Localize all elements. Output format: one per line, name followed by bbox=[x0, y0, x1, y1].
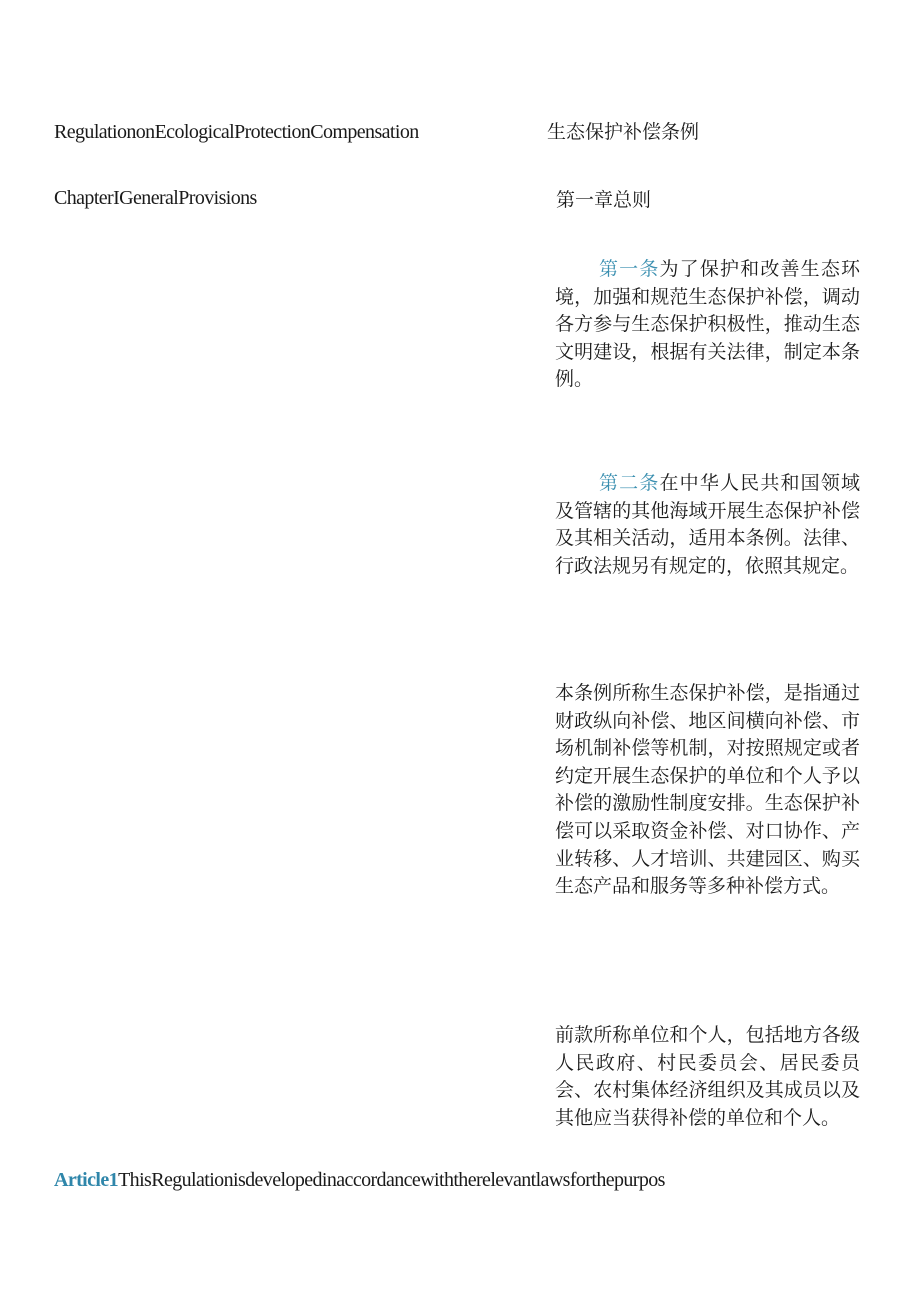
article-1-text-en: ThisRegulationisdevelopedinaccordancewiththerelevantlawsforthepurpos bbox=[118, 1169, 665, 1191]
article-1-zh bbox=[555, 256, 860, 394]
article-2-text-zh: 在中华人民共和国领域及管辖的其他海域开展生态保护补偿及其相关活动，适用本条例。法律、行政法规另有规定的，依照其规定。 bbox=[555, 472, 860, 577]
article-2-zh bbox=[555, 470, 860, 580]
article-2-label-zh: 第二条 bbox=[599, 472, 660, 494]
title-zh: 生态保护补偿条例 bbox=[547, 121, 700, 143]
article-1-label-en: Article1 bbox=[54, 1169, 119, 1191]
chapter-heading-en: ChapterIGeneralProvisions bbox=[54, 187, 257, 209]
chapter-heading-zh: 第一章总则 bbox=[556, 189, 652, 211]
article-1-label-zh: 第一条 bbox=[599, 258, 660, 280]
article-1-en bbox=[54, 1168, 665, 1192]
article-2-paragraph-2-zh: 本条例所称生态保护补偿，是指通过财政纵向补偿、地区间横向补偿、市场机制补偿等机制，对按照规定或者约定开展生态保护的单位和个人予以补偿的激励性制度安排。生态保护补偿可以采取资金补偿、对口协作、产业转移、人才培训、共建园区、购买生态产品和服务等多种补偿方式。 bbox=[555, 682, 860, 898]
title-en: RegulationonEcologicalProtectionCompensation bbox=[54, 121, 419, 143]
article-1-text-zh: 为了保护和改善生态环境，加强和规范生态保护补偿，调动各方参与生态保护积极性，推动生态文明建设，根据有关法律，制定本条例。 bbox=[555, 258, 860, 391]
article-2-paragraph-3-zh: 前款所称单位和个人，包括地方各级人民政府、村民委员会、居民委员会、农村集体经济组织及其成员以及其他应当获得补偿的单位和个人。 bbox=[555, 1024, 860, 1129]
